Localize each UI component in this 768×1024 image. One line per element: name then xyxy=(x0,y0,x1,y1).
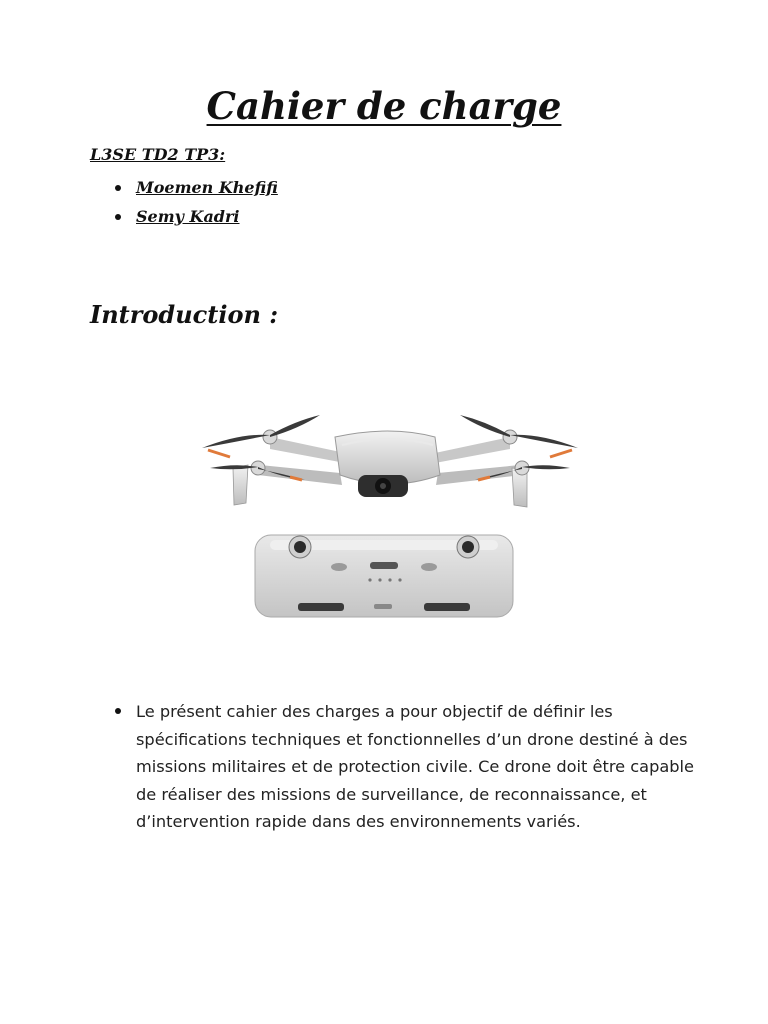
remote-controller xyxy=(255,535,513,617)
list-item xyxy=(110,698,700,836)
document-title: Cahier de charge xyxy=(206,84,562,128)
author-item xyxy=(112,178,278,207)
group-label: L3SE TD2 TP3: xyxy=(90,145,226,164)
introduction-list xyxy=(110,698,700,836)
author-name: Semy Kadri xyxy=(136,207,240,226)
drone xyxy=(202,415,578,507)
bullet-icon xyxy=(115,185,121,191)
drone-image xyxy=(130,345,650,690)
paragraph-text: Le présent cahier des charges a pour objectif de définir les spécifications techniques et fonctionnelles d’un drone destiné à des missions militaires et de protection civile. Ce drone doit être capable de réaliser des missions de surveillance, de reconnaissance, et d’intervention rapide dans des environnements variés. xyxy=(136,702,695,831)
author-list xyxy=(112,178,278,236)
author-name: Moemen Khefifi xyxy=(136,178,278,197)
bullet-icon xyxy=(115,214,121,220)
drone-illustration xyxy=(130,345,650,690)
author-item xyxy=(112,207,278,236)
bullet-icon xyxy=(115,708,121,714)
section-heading: Introduction : xyxy=(90,300,279,329)
